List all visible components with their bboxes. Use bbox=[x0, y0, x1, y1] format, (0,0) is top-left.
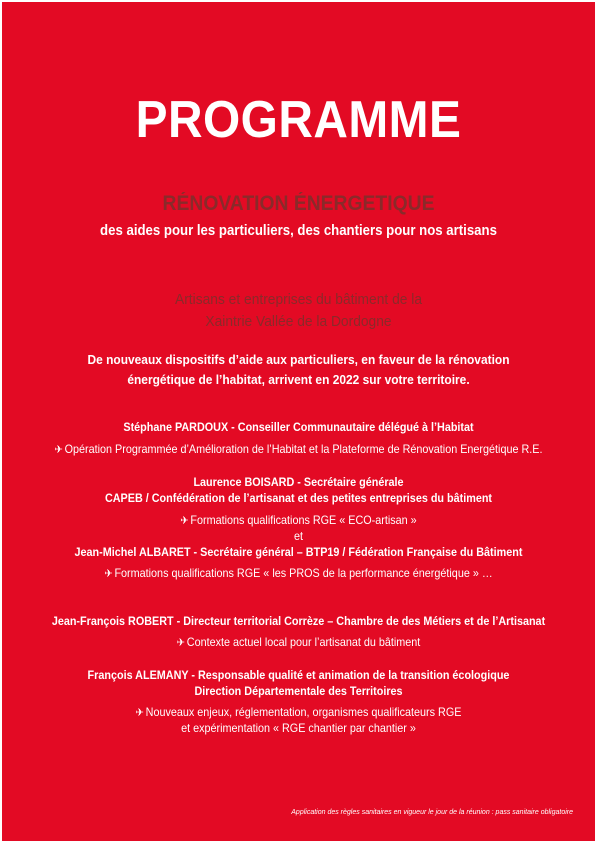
sanitary-footer-note: Application des règles sanitaires en vigueur le jour de la réunion : pass sanitaire obligatoire bbox=[291, 809, 573, 816]
robert-topic-text: Contexte actuel local pour l’artisanat du bâtiment bbox=[186, 635, 421, 649]
connector-et: et bbox=[293, 529, 303, 543]
intro-text bbox=[26, 350, 572, 390]
alemany-topic-text-2: et expérimentation « RGE chantier par chantier » bbox=[181, 721, 416, 735]
boisard-topic-text: Formations qualifications RGE « ECO-artisan » bbox=[190, 513, 417, 527]
alemany-topic-text-1: Nouveaux enjeux, réglementation, organismes qualificateurs RGE bbox=[145, 705, 462, 719]
artisans-heading bbox=[26, 289, 572, 333]
speaker-robert: Jean-François ROBERT - Directeur territorial Corrèze – Chambre de des Métiers et de l’Artisanat bbox=[51, 614, 546, 628]
speaker-alemany: François ALEMANY - Responsable qualité et animation de la transition écologique bbox=[87, 668, 510, 682]
plane-icon: ✈ bbox=[54, 444, 63, 456]
intro-line-1: De nouveaux dispositifs d’aide aux particuliers, en faveur de la rénovation bbox=[87, 352, 510, 367]
speaker-boisard: Laurence BOISARD - Secrétaire générale bbox=[193, 475, 404, 489]
albaret-topic bbox=[32, 566, 566, 580]
alemany-topic bbox=[32, 705, 566, 719]
artisans-line-2: Xaintrie Vallée de la Dordogne bbox=[205, 313, 392, 330]
pardoux-topic bbox=[32, 442, 566, 456]
intro-line-2: énergétique de l’habitat, arrivent en 2022 sur votre territoire. bbox=[127, 372, 470, 387]
plane-icon: ✈ bbox=[135, 707, 144, 719]
subtitle: des aides pour les particuliers, des chantiers pour nos artisans bbox=[100, 222, 497, 239]
boisard-organisation: CAPEB / Confédération de l’artisanat et des petites entreprises du bâtiment bbox=[104, 491, 493, 505]
boisard-topic bbox=[32, 513, 566, 527]
page-title: PROGRAMME bbox=[135, 91, 462, 149]
renovation-heading: RÉNOVATION ÉNERGETIQUE bbox=[162, 192, 435, 215]
albaret-topic-text: Formations qualifications RGE « les PROS de la performance énergétique » … bbox=[114, 566, 493, 580]
pardoux-topic-text: Opération Programmée d’Amélioration de l’Habitat et la Plateforme de Rénovation Energétique R.E. bbox=[64, 442, 543, 456]
alemany-organisation: Direction Départementale des Territoires bbox=[194, 684, 403, 698]
programme-page bbox=[2, 2, 595, 841]
speaker-albaret: Jean-Michel ALBARET - Secrétaire général – BTP19 / Fédération Française du Bâtiment bbox=[74, 545, 523, 559]
robert-topic bbox=[32, 635, 566, 649]
plane-icon: ✈ bbox=[176, 637, 185, 649]
artisans-line-1: Artisans et entreprises du bâtiment de la bbox=[174, 291, 422, 308]
speaker-pardoux: Stéphane PARDOUX - Conseiller Communautaire délégué à l’Habitat bbox=[123, 420, 474, 434]
plane-icon: ✈ bbox=[180, 515, 189, 527]
plane-icon: ✈ bbox=[104, 568, 113, 580]
